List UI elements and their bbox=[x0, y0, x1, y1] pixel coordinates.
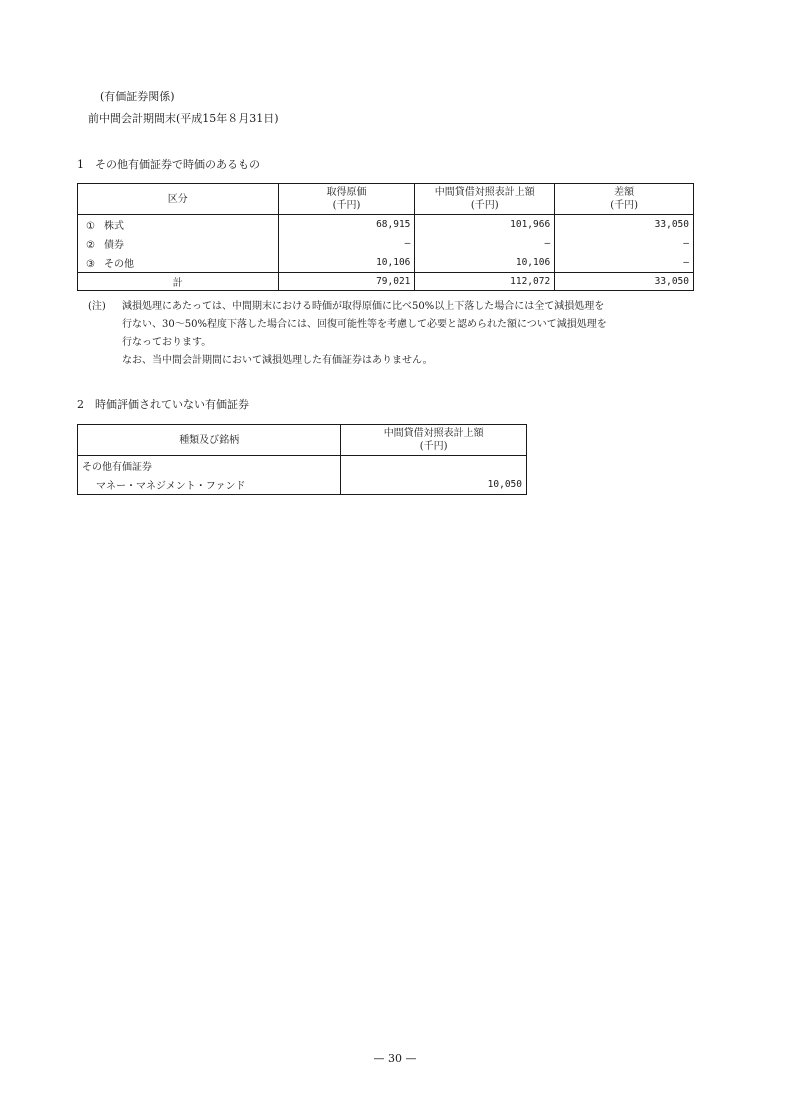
table-row bbox=[78, 475, 527, 495]
note-line: 減損処理にあたっては、中間期末における時価が取得原価に比べ50%以上下落した場合には全て減損処理を bbox=[122, 301, 605, 312]
item-value: 10,050 bbox=[341, 475, 527, 495]
row-label: ③ その他 bbox=[78, 253, 279, 273]
total-bs: 112,072 bbox=[415, 273, 555, 291]
securities-not-at-market-value-table bbox=[77, 424, 527, 495]
row-bs: 101,966 bbox=[415, 215, 555, 235]
section1-heading: 1 その他有価証券で時価のあるもの bbox=[77, 158, 260, 171]
header-bs-amount: 中間貸借対照表計上額 (千円) bbox=[415, 184, 555, 215]
header-difference: 差額 (千円) bbox=[555, 184, 694, 215]
table-row bbox=[78, 234, 694, 253]
row-label: ② 債券 bbox=[78, 234, 279, 253]
note-line: なお、当中間会計期間において減損処理した有価証券はありません。 bbox=[122, 355, 433, 366]
note-line: 行ない、30～50%程度下落した場合には、回復可能性等を考慮して必要と認められた額について減損処理を bbox=[122, 319, 607, 330]
table-row bbox=[78, 456, 527, 476]
page-number: — 30 — bbox=[373, 1052, 417, 1065]
securities-with-market-value-table bbox=[77, 183, 694, 291]
note-line: 行なっております。 bbox=[122, 337, 212, 348]
row-bs: — bbox=[415, 234, 555, 253]
period-title: 前中間会計期間末(平成15年８月31日) bbox=[88, 112, 279, 125]
row-diff: 33,050 bbox=[555, 215, 694, 235]
total-diff: 33,050 bbox=[555, 273, 694, 291]
row-cost: 10,106 bbox=[278, 253, 415, 273]
table-row bbox=[78, 215, 694, 235]
header-bs-amount: 中間貸借対照表計上額 (千円) bbox=[341, 425, 527, 456]
row-label: ① 株式 bbox=[78, 215, 279, 235]
group-label: その他有価証券 bbox=[78, 456, 341, 476]
row-diff: — bbox=[555, 234, 694, 253]
table-row bbox=[78, 253, 694, 273]
row-bs: 10,106 bbox=[415, 253, 555, 273]
total-label: 計 bbox=[78, 273, 279, 291]
note-label: (注) bbox=[88, 301, 106, 312]
header-type: 種類及び銘柄 bbox=[78, 425, 341, 456]
section-title: (有価証券関係) bbox=[100, 90, 175, 103]
item-label: マネー・マネジメント・ファンド bbox=[78, 475, 341, 495]
header-cost: 取得原価 (千円) bbox=[278, 184, 415, 215]
row-cost: 68,915 bbox=[278, 215, 415, 235]
total-row bbox=[78, 273, 694, 291]
row-cost: — bbox=[278, 234, 415, 253]
impairment-note bbox=[88, 298, 698, 370]
section2-heading: 2 時価評価されていない有価証券 bbox=[77, 398, 249, 411]
total-cost: 79,021 bbox=[278, 273, 415, 291]
header-category: 区分 bbox=[78, 184, 279, 215]
row-diff: — bbox=[555, 253, 694, 273]
